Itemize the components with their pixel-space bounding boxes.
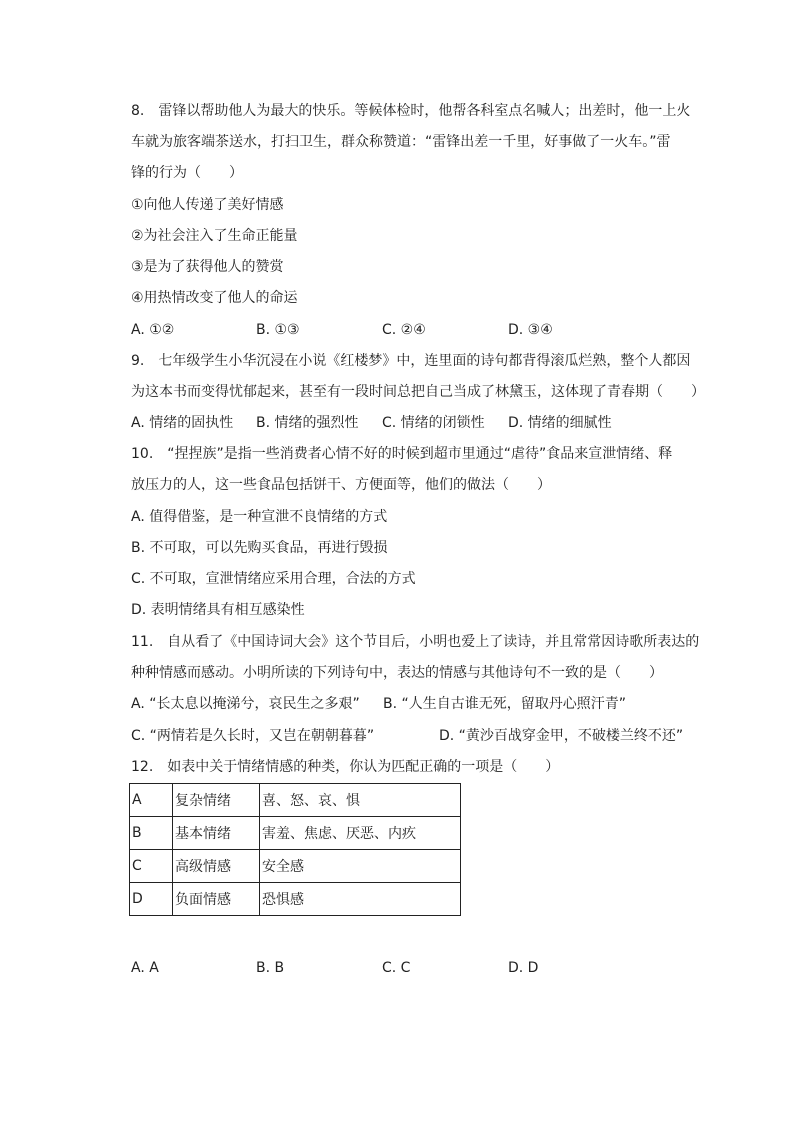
question-8-line-1: 8. 雷锋以帮助他人为最大的快乐。等候体检时，他帮各科室点名喊人；出差时，他一上火 xyxy=(131,103,691,119)
question-8-option-b[interactable]: B. ①③ xyxy=(256,322,300,338)
question-10-option-d[interactable]: D. 表明情绪具有相互感染性 xyxy=(131,602,305,618)
table-cell-label: C xyxy=(130,850,173,883)
question-8-statement-3: ③是为了获得他人的赞赏 xyxy=(131,259,284,275)
question-10-option-c[interactable]: C. 不可取，宣泄情绪应采用合理，合法的方式 xyxy=(131,571,416,587)
question-9-option-d[interactable]: D. 情绪的细腻性 xyxy=(508,415,612,431)
question-11-option-b[interactable]: B. “人生自古谁无死，留取丹心照汗青” xyxy=(383,696,627,712)
table-row xyxy=(130,883,461,916)
table-cell-examples: 喜、怒、哀、惧 xyxy=(260,784,461,817)
question-11-line-2: 种种情感而感动。小明所读的下列诗句中，表达的情感与其他诗句不一致的是（ ） xyxy=(131,665,663,681)
emotion-types-table xyxy=(129,783,461,916)
table-cell-label: D xyxy=(130,883,173,916)
table-cell-examples: 害羞、焦虑、厌恶、内疚 xyxy=(260,817,461,850)
question-12-option-a[interactable]: A. A xyxy=(131,960,159,976)
table-cell-category: 高级情感 xyxy=(173,850,260,883)
question-8-statement-2: ②为社会注入了生命正能量 xyxy=(131,228,298,244)
table-row xyxy=(130,817,461,850)
question-12-option-b[interactable]: B. B xyxy=(256,960,285,976)
table-cell-examples: 安全感 xyxy=(260,850,461,883)
question-9-option-b[interactable]: B. 情绪的强烈性 xyxy=(256,415,359,431)
question-12-line-1: 12. 如表中关于情绪情感的种类，你认为匹配正确的一项是（ ） xyxy=(131,759,560,775)
table-row xyxy=(130,850,461,883)
question-11-line-1: 11. 自从看了《中国诗词大会》这个节目后，小明也爱上了读诗，并且常常因诗歌所表达的 xyxy=(131,634,700,650)
question-11-option-c[interactable]: C. “两情若是久长时，又岂在朝朝暮暮” xyxy=(131,728,375,744)
question-9-option-c[interactable]: C. 情绪的闭锁性 xyxy=(382,415,485,431)
table-row xyxy=(130,784,461,817)
table-cell-category: 负面情感 xyxy=(173,883,260,916)
question-8-statement-1: ①向他人传递了美好情感 xyxy=(131,197,284,213)
question-8-line-3: 锋的行为（ ） xyxy=(131,165,243,181)
question-8-option-d[interactable]: D. ③④ xyxy=(508,322,553,338)
question-9-line-1: 9. 七年级学生小华沉浸在小说《红楼梦》中，连里面的诗句都背得滚瓜烂熟，整个人都因 xyxy=(131,353,691,369)
question-10-option-a[interactable]: A. 值得借鉴，是一种宣泄不良情绪的方式 xyxy=(131,509,388,525)
question-12-option-c[interactable]: C. C xyxy=(382,960,411,976)
question-8-statement-4: ④用热情改变了他人的命运 xyxy=(131,290,298,306)
question-8-line-2: 车就为旅客端茶送水，打扫卫生，群众称赞道：“雷锋出差一千里，好事做了一火车。”雷 xyxy=(131,134,671,150)
question-10-line-2: 放压力的人，这一些食品包括饼干、方便面等，他们的做法（ ） xyxy=(131,477,551,493)
question-9-line-2: 为这本书而变得忧郁起来，甚至有一段时间总把自己当成了林黛玉，这体现了青春期（ ） xyxy=(131,384,705,400)
question-9-option-a[interactable]: A. 情绪的固执性 xyxy=(131,415,234,431)
question-10-option-b[interactable]: B. 不可取，可以先购买食品，再进行毁损 xyxy=(131,540,388,556)
question-11-option-d[interactable]: D. “黄沙百战穿金甲，不破楼兰终不还” xyxy=(439,728,684,744)
question-8-option-a[interactable]: A. ①② xyxy=(131,322,175,338)
table-cell-category: 基本情绪 xyxy=(173,817,260,850)
question-8-option-c[interactable]: C. ②④ xyxy=(382,322,426,338)
table-cell-category: 复杂情绪 xyxy=(173,784,260,817)
table-cell-examples: 恐惧感 xyxy=(260,883,461,916)
question-12-option-d[interactable]: D. D xyxy=(508,960,539,976)
question-10-line-1: 10. “捏捏族”是指一些消费者心情不好的时候到超市里通过“虐待”食品来宣泄情绪、释 xyxy=(131,446,673,462)
table-cell-label: B xyxy=(130,817,173,850)
table-cell-label: A xyxy=(130,784,173,817)
question-11-option-a[interactable]: A. “长太息以掩涕兮，哀民生之多艰” xyxy=(131,696,360,712)
